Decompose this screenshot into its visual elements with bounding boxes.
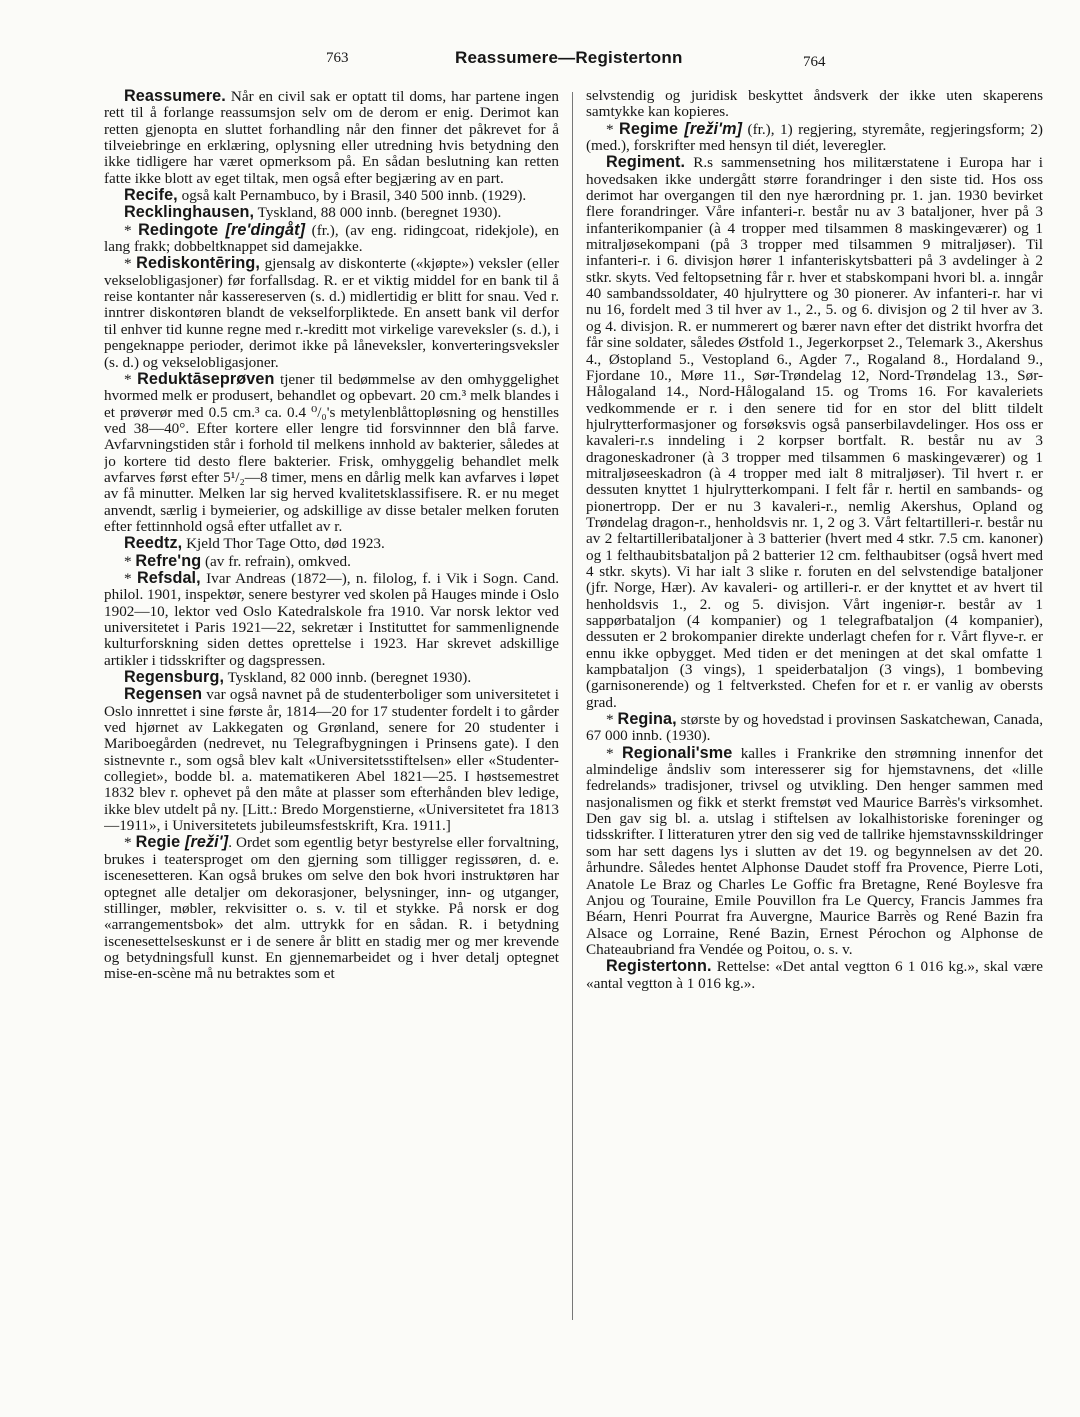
entry-regiment (586, 154, 1043, 711)
entry-redingote (104, 222, 559, 256)
page-number-left: 763 (326, 50, 349, 66)
entry-text: Ivar Andreas (1872—), n. filolog, f. i Vik i Sogn. Cand. philol. 1901, inspektør, senere bestyrer ved skolen på Hauges minde i Oslo 1902—10, lektor ved Oslo Katedralskole fra 1910. Var norsk lektor ved universitetet i Paris 1921—22, sekretær i Instituttet for sammenlignende kulturforskning siden dettes oprettelse i 1923. Har skrevet adskillige artikler i tidsskrifter og dagspressen. (104, 569, 559, 669)
entry-headword: Regie (135, 833, 181, 852)
entry-regie (104, 834, 559, 982)
entry-headword: Reduktāseprøven (137, 369, 275, 388)
left-column (104, 88, 559, 1410)
entry-star: * (124, 370, 138, 388)
entry-headword: Rediskontēring, (136, 254, 260, 273)
entry-regina (586, 711, 1043, 745)
entry-star: * (124, 569, 137, 587)
entry-regensen (104, 686, 559, 834)
entry-pronunciation: [reži'm] (678, 119, 743, 138)
entry-reassumere (104, 88, 559, 187)
entry-headword: Recife, (124, 186, 178, 205)
entry-headword: Registertonn. (606, 957, 712, 976)
entry-text: . Ordet som egentlig betyr bestyrelse eller forvaltning, brukes i teatersproget om den gjerning som tilligger regissøren, d. e. iscenesetteren. Kan også brukes om selve den bok hvori instruktøren har optegnet alle detaljer om dekorasjoner, belysninger, inn- og utganger, stillinger, møbler, rekvisitter o. s. v. til et stykke. På norsk er dog «arrangementsbok» det alm. uttrykk for en sådan. R. i betydning iscenesettelseskunst er i de senere år blitt en stadig mer og mer krevende og betydningsfull kunst. En gjennemarbeidet og i hver detalj optegnet mise-en-scène må nu betraktes som et (104, 834, 559, 983)
entry-text: også kalt Pernambuco, by i Brasil, 340 500 innb. (1929). (177, 187, 527, 205)
entry-text: (av fr. refrain), omkved. (201, 552, 351, 570)
entry-headword: Regime (619, 119, 679, 138)
entry-star: * (124, 255, 137, 273)
entry-regensburg (104, 669, 559, 686)
entry-text: kalles i Frankrike den strømning innenfor det almindelige åndsliv som interesserer sig for hjemstavnens, det «lille fedrelands» tradisjoner, trivsel og utvikling. Den henger sammen med nasjonalismen og fikk et sterkt fremstøt ved Maurice Barrès's virksomhet. Den gav sig bl. a. utslag i stiftelsen av lokalhistoriske foreninger og tidsskrifter. I litteraturen ytrer den sig ved de tallrike hjemstavnsskildringer som har sett dagens lys i slutten av det 19. og begynnelsen av det 20. århundre. Således hentet Alphonse Daudet stoff fra Provence, Pierre Loti, Anatole Le Braz og Charles Le Goffic fra Bretagne, René Boylesve fra Anjou og Touraine, Emile Pouvillon fra Le Quercy, Francis Jammes fra Béarn, Henri Pourrat fra Auvergne, Maurice Barrès og René Bazin fra Alsace og Lorraine, René Bazin, Ernest Pérochon og Alphonse de Chateaubriand fra Vendée og Poitou, o. s. v. (586, 744, 1043, 958)
column-divider (572, 92, 573, 1320)
entry-recife (104, 187, 559, 204)
entry-text: gjensalg av diskonterte («kjøpte») veksler (eller vekselobligasjoner) før forfallsdag. R. er et viktig middel for en bank til å reise kontanter når kassereserven (s. d.) midlertidig er blitt for snau. Ved r. inntrer diskontøren blandt de vekselforpliktede. En ansett bank vil derfor til enhver tid kunne regne med r.-kreditt mot virkelige vareveksler (s. d.), i pengeknappe perioder, derimot ikke på låneveksler, konverteringsveksler (s. d.) og vekselobligasjoner. (104, 255, 559, 371)
entry-text: R.s sammensetning hos militærstatene i Europa har i hovedsaken ikke undergått større forandringer i den siste tid. Hos oss derimot har overgangen til den nye hærordning pr. 1. jan. 1930 bevirket flere forandringer. Våre infanteri-r. består nu av 3 bataljoner, hver på 3 infanterikompanier (à 4 tropper med tilsammen 8 maskingeværer) og 1 mitraljøsekompani (på 3 tropper med tilsammen 9 mitraljøser). Til infanteri-r. i 6. divisjon hører 1 infanteriskytsbatteri på 3 avdelinger à 2 stkr. skyts. Ved feltopsetning får r. hver et stabskompani hvori bl. a. inngår 40 sambandssoldater, 40 hjulryttere og 30 pionerer. Av infanteri-r. har vi nu 16, fordelt med 3 til hver av 1., 2., 5. og 6. divisjon og 2 til hver av 3. og 4. divisjon. R. er nummerert og bærer navn efter det distrikt hvorfra det får sine soldater, således Østfold 1., Jegerkorpset 2., Telemark 3., Akershus 4., Østopland 5., Vestopland 6., Agder 7., Rogaland 8., Hordaland 9., Fjordane 10., Møre 11., Sør-Trøndelag 12, Nord-Trøndelag 13., Sør-Hålogaland 14., Nord-Hålogaland 15. og Troms 16. For kavaleriets vedkommende er r. i den senere tid for en stor del blitt tildelt hjulrytterformasjoner og forsøksvis også panserbilavdelinger. Hos oss er kavaleri-r.s inndeling i 2 korpser bortfalt. R. består nu av 3 dragoneskadroner (à 3 tropper med tilsammen 6 maskingeværer) og 1 mitraljøseeskadron (à 4 tropper med ialt 8 mitraljøser). Til hvert r. er dessuten knyttet 1 hjulrytterkompani. I felt får r. hertil en sambands- og pionertropp. Der er nu 3 kavaleri-r., nemlig Akershus, Opland og Trøndelag dragon-r., henholdsvis nr. 1, 2 og 3. Vårt feltartilleri-r. består nu av 2 feltartilleribataljoner à 3 batterier (hvert med 4 stkr. 7.5 cm. kanoner) og 1 felthaubitsbataljon på 2 batterier 12 cm. felthaubitser (også hvert med 4 stkr. skyts). Vi har ialt 3 slike r. foruten en del selvstendige bataljoner (jfr. Norge, Hær). Av kavaleri- og artilleri-r. er der knyttet et av hvert til henholdsvis 1., 2. og 5. divisjon. Vårt ingeniør-r. består av 1 sappørbataljon (4 kompanier) og 1 telegrafbataljon (4 kompanier), dessuten er 2 brokompanier direkte underlagt chefen for r. Vårt flyve-r. er ennu ikke opbygget. Med tiden er det meningen at det skal omfatte 1 kampbataljon (3 vings), 1 speiderbataljon (3 vings), 1 bombeving (garnisonerende) og 1 feltverksted. Chefen for et r. er vanlig av obersts grad. (586, 154, 1043, 711)
entry-star: * (606, 120, 620, 138)
entry-headword: Regensen (124, 685, 203, 704)
running-title: Reassumere—Registertonn (455, 48, 683, 67)
entry-text: var også navnet på de studenterboliger som universitetet i Oslo innrettet i sine første år, 1814—20 for 17 studenter fordelt i to gårder ved hjørnet av Lakkegaten og Grønland, senere for 20 studenter i Mariboegården (nedrevet, nu Telegrafbygningen i Prinsens gate). I den sistnevnte r., som også blev kalt «Universitetsstiftelsen» eller «Studenter-collegiet», bodde bl. a. matematikeren Abel 1821—25. I høstsemestret 1832 blev r. ophevet på den måte at plasser som efterhånden blev ledige, ikke blev utdelt på ny. [Litt.: Bredo Morgenstierne, «Universitetet fra 1813—1911», i Universitetets jubileumsfestskrift, Kra. 1911.] (104, 686, 559, 835)
entry-continuation: selvstendig og juridisk beskyttet åndsverk der ikke uten skaperens samtykke kan kopieres. (586, 88, 1043, 121)
entry-text: største by og hovedstad i provinsen Saskatchewan, Canada, 67 000 innb. (1930). (586, 711, 1043, 745)
entry-headword: Reedtz, (124, 534, 183, 553)
entry-text: tjener til bedømmelse av den omhyggelighet hvormed melk er produsert, behandlet og opbevart. 20 cm.³ melk blandes i et prøverør med 0.5 cm.³ ca. 0.4 ⁰/₀'s metylenblåttopløsning og henstilles ved 38—40°. Efter kortere eller lengre tid forsvinnner den blå farve. Avfarvningstiden står i forhold til melkens innhold av bakterier, således at jo kortere tid desto flere bakterier. Frisk, omhyggelig behandlet melk avfarves først efter 5¹/₂—8 timer, mens en dårlig melk kan avfarves i løpet av få minutter. Melken lar sig herved kvalitetsklassifisere. R. er nu meget anvendt, særlig i bymeierier, og adskillige av disse betaler melken foruten efter fettinnhold også efter utfallet av r. (104, 370, 559, 535)
entry-refsdal (104, 570, 559, 669)
page-number-right: 764 (803, 54, 826, 70)
entry-headword: Reassumere. (124, 88, 226, 105)
entry-star: * (606, 744, 622, 762)
entry-headword: Redingote (138, 220, 219, 239)
entry-headword: Regionali'sme (621, 743, 733, 762)
entry-star: * (124, 834, 136, 852)
entry-regionali-sme (586, 745, 1043, 958)
entry-headword: Regensburg, (124, 668, 225, 687)
entry-text: (fr.), (av eng. ridingcoat, ridekjole), en lang frakk; dobbeltknappet sid damejakke. (104, 221, 559, 256)
entry-text: (fr.), 1) regjering, styremåte, regjeringsform; 2) (med.), forskrifter med hensyn til diét, leveregler. (586, 120, 1043, 155)
entry-refre-ng (104, 553, 559, 570)
entry-text: Tyskland, 82 000 innb. (beregnet 1930). (224, 669, 472, 687)
entry-headword: Regiment. (606, 153, 686, 172)
entry-rediskontering (104, 255, 559, 370)
entry-reedtz (104, 535, 559, 552)
page-header (0, 44, 1080, 74)
entry-reduktasepr-ven (104, 371, 559, 535)
entry-pronunciation: [reži'] (180, 833, 229, 852)
entry-text: Rettelse: «Det antal vegtton 6 1 016 kg.», skal være «antal vegtton à 1 016 kg.». (586, 958, 1043, 992)
entry-headword: Refsdal, (136, 568, 201, 587)
entry-star: * (124, 221, 139, 239)
entry-recklinghausen (104, 204, 559, 221)
entry-headword: Regina, (617, 710, 677, 729)
entry-headword: Recklinghausen, (124, 203, 255, 222)
entry-text: Tyskland, 88 000 innb. (beregnet 1930). (254, 204, 502, 222)
entry-text: Kjeld Thor Tage Otto, død 1923. (182, 535, 385, 553)
entry-star: * (606, 711, 618, 729)
entry-star: * (124, 552, 136, 570)
entry-pronunciation: [re'dingåt] (218, 220, 306, 239)
right-column (586, 88, 1043, 1410)
entry-text: Når en civil sak er optatt til doms, har partene ingen rett til å forlange reassumsjon selv om de derom er enig. Derimot kan retten gjenopta en sluttet forhandling når den finner det påkrevet for å tilveiebringe en erklæring, oplysning eller utredning hvis betydning den ikke tidligere har været opmerksom på. En sådan beslutning kan retten fatte ikke blott av eget tiltak, men også efter begjæring av en part. (104, 88, 559, 187)
entry-registertonn (586, 958, 1043, 992)
entry-regime (586, 121, 1043, 155)
entry-headword: Refre'ng (135, 551, 202, 570)
